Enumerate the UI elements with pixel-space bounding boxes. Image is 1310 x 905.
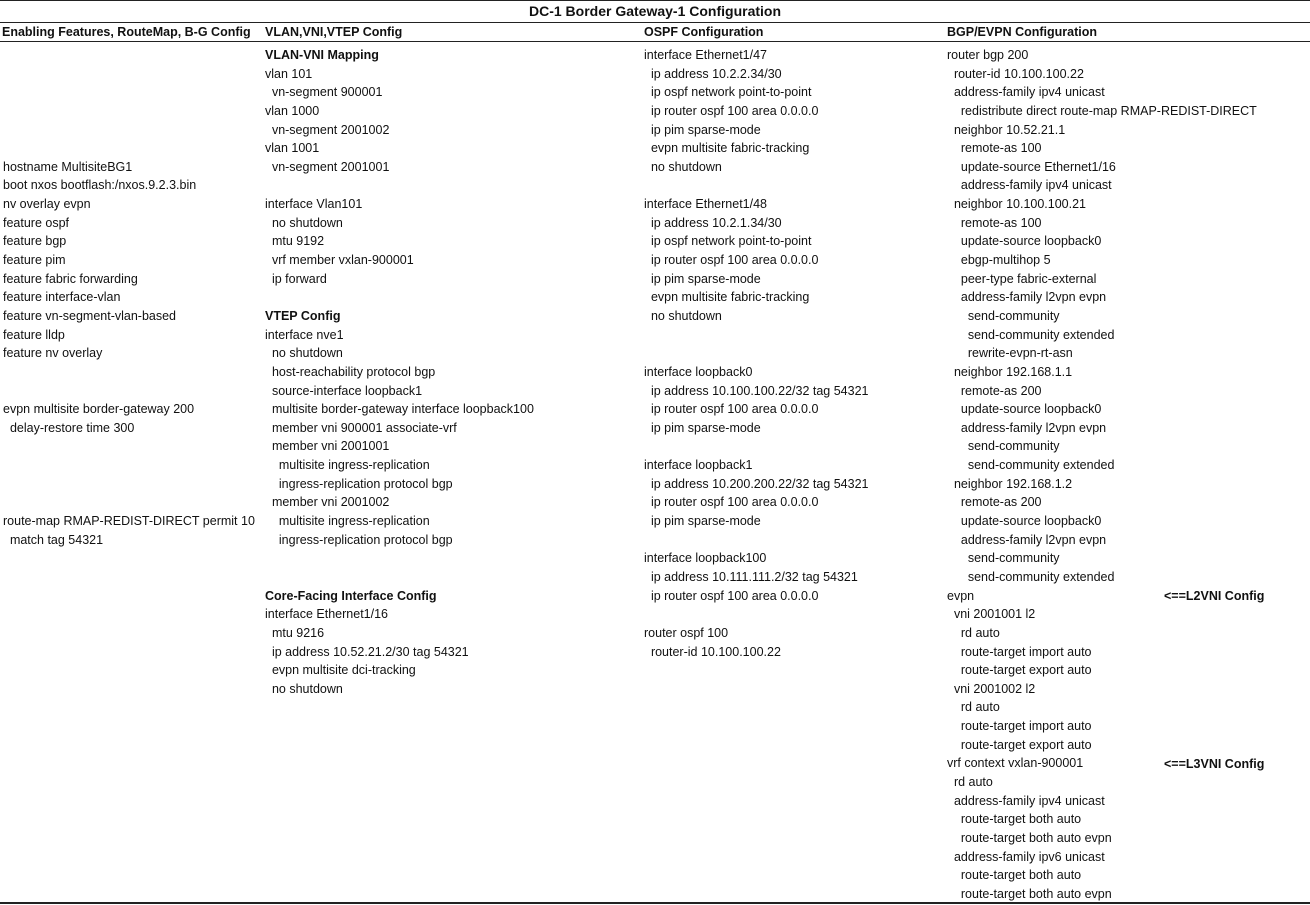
config-line: interface nve1 bbox=[265, 327, 344, 342]
config-line: route-target both auto evpn bbox=[947, 886, 1112, 901]
config-line: rd auto bbox=[947, 700, 1000, 715]
config-line: delay-restore time 300 bbox=[3, 420, 135, 435]
sheet-title: DC-1 Border Gateway-1 Configuration bbox=[0, 0, 1310, 23]
column-header-ospf: OSPF Configuration bbox=[644, 25, 764, 39]
config-line: feature bgp bbox=[3, 234, 67, 249]
config-line: mtu 9216 bbox=[265, 625, 325, 640]
section-heading: VLAN-VNI Mapping bbox=[265, 48, 379, 62]
config-line: boot nxos bootflash:/nxos.9.2.3.bin bbox=[3, 178, 197, 193]
config-line: rd auto bbox=[947, 625, 1000, 640]
config-line: remote-as 100 bbox=[947, 141, 1042, 156]
config-line: neighbor 192.168.1.2 bbox=[947, 476, 1073, 491]
config-line: send-community extended bbox=[947, 327, 1115, 342]
config-line bbox=[3, 46, 258, 65]
config-line: no shutdown bbox=[265, 681, 343, 696]
config-line: evpn multisite border-gateway 200 bbox=[3, 402, 195, 417]
config-line bbox=[644, 176, 939, 195]
config-line: evpn multisite fabric-tracking bbox=[644, 290, 810, 305]
config-line: rd auto bbox=[947, 774, 993, 789]
config-line: send-community extended bbox=[947, 458, 1115, 473]
config-line: route-target both auto evpn bbox=[947, 830, 1112, 845]
config-line: ip router ospf 100 area 0.0.0.0 bbox=[644, 253, 819, 268]
config-line: ip router ospf 100 area 0.0.0.0 bbox=[644, 588, 819, 603]
config-line: ip router ospf 100 area 0.0.0.0 bbox=[644, 402, 819, 417]
config-line: redistribute direct route-map RMAP-REDIST-DIRECT bbox=[947, 103, 1257, 118]
config-line: vn-segment 2001001 bbox=[265, 159, 390, 174]
config-line: ip ospf network point-to-point bbox=[644, 85, 812, 100]
config-line: multisite ingress-replication bbox=[265, 458, 430, 473]
config-line: evpn multisite fabric-tracking bbox=[644, 141, 810, 156]
config-line: router-id 10.100.100.22 bbox=[644, 644, 781, 659]
column-header-vlan-vni-vtep: VLAN,VNI,VTEP Config bbox=[265, 25, 403, 39]
section-heading: VTEP Config bbox=[265, 308, 341, 323]
column-header-features: Enabling Features, RouteMap, B-G Config bbox=[2, 25, 251, 39]
config-line: no shutdown bbox=[265, 215, 343, 230]
config-line: interface Ethernet1/47 bbox=[644, 48, 767, 62]
config-line: member vni 900001 associate-vrf bbox=[265, 420, 457, 435]
config-line: send-community extended bbox=[947, 569, 1115, 584]
config-line: ebgp-multihop 5 bbox=[947, 253, 1051, 268]
config-line bbox=[265, 568, 635, 587]
config-line: address-family ipv6 unicast bbox=[947, 849, 1105, 864]
config-line: interface loopback1 bbox=[644, 458, 753, 473]
config-line: vlan 1001 bbox=[265, 141, 320, 156]
section-heading: Core-Facing Interface Config bbox=[265, 588, 437, 603]
config-line: rewrite-evpn-rt-asn bbox=[947, 346, 1073, 361]
config-line: peer-type fabric-external bbox=[947, 271, 1097, 286]
config-line: member vni 2001002 bbox=[265, 495, 390, 510]
config-line: address-family l2vpn evpn bbox=[947, 420, 1107, 435]
config-line: route-target import auto bbox=[947, 719, 1092, 734]
config-line: ip pim sparse-mode bbox=[644, 122, 761, 137]
config-line: interface Ethernet1/16 bbox=[265, 607, 388, 622]
config-line: interface loopback100 bbox=[644, 551, 767, 566]
config-line: feature lldp bbox=[3, 327, 65, 342]
config-line: feature interface-vlan bbox=[3, 290, 121, 305]
config-line: router ospf 100 bbox=[644, 625, 729, 640]
config-line: route-map RMAP-REDIST-DIRECT permit 10 bbox=[3, 514, 255, 529]
config-line bbox=[644, 605, 939, 624]
config-line: ingress-replication protocol bgp bbox=[265, 476, 453, 491]
config-line bbox=[3, 83, 258, 102]
config-line: route-target both auto bbox=[947, 868, 1082, 883]
config-line: update-source loopback0 bbox=[947, 402, 1102, 417]
config-line: neighbor 10.52.21.1 bbox=[947, 122, 1066, 137]
config-line: feature fabric forwarding bbox=[3, 271, 138, 286]
config-line: send-community bbox=[947, 439, 1060, 454]
config-line bbox=[3, 475, 258, 494]
config-line bbox=[3, 139, 258, 158]
config-line: address-family ipv4 unicast bbox=[947, 793, 1105, 808]
config-line: no shutdown bbox=[644, 308, 722, 323]
config-line: ip pim sparse-mode bbox=[644, 420, 761, 435]
config-line bbox=[3, 382, 258, 401]
config-line: multisite border-gateway interface loopback100 bbox=[265, 402, 534, 417]
config-line: ip address 10.2.1.34/30 bbox=[644, 215, 782, 230]
config-line: mtu 9192 bbox=[265, 234, 325, 249]
config-line: multisite ingress-replication bbox=[265, 514, 430, 529]
config-line: remote-as 100 bbox=[947, 215, 1042, 230]
config-line: address-family l2vpn evpn bbox=[947, 290, 1107, 305]
config-line: source-interface loopback1 bbox=[265, 383, 423, 398]
l2vni-config-note: <==L2VNI Config bbox=[1164, 589, 1265, 603]
config-line: address-family ipv4 unicast bbox=[947, 178, 1112, 193]
config-line: ip pim sparse-mode bbox=[644, 514, 761, 529]
config-line: route-target export auto bbox=[947, 663, 1092, 678]
config-line: vni 2001002 l2 bbox=[947, 681, 1036, 696]
config-line: interface Ethernet1/48 bbox=[644, 197, 767, 212]
ospf-column bbox=[644, 46, 939, 661]
config-line bbox=[644, 344, 939, 363]
config-line: vn-segment 2001002 bbox=[265, 122, 390, 137]
config-line bbox=[3, 363, 258, 382]
config-line: address-family l2vpn evpn bbox=[947, 532, 1107, 547]
config-line: nv overlay evpn bbox=[3, 197, 91, 212]
config-line: router bgp 200 bbox=[947, 48, 1029, 62]
config-line: send-community bbox=[947, 308, 1060, 323]
config-line: ingress-replication protocol bgp bbox=[265, 532, 453, 547]
config-line: feature ospf bbox=[3, 215, 70, 230]
config-line: feature pim bbox=[3, 253, 66, 268]
config-line: member vni 2001001 bbox=[265, 439, 390, 454]
config-line bbox=[265, 176, 635, 195]
config-line bbox=[644, 326, 939, 345]
config-line bbox=[3, 493, 258, 512]
config-line: address-family ipv4 unicast bbox=[947, 85, 1105, 100]
config-line: vrf member vxlan-900001 bbox=[265, 253, 414, 268]
config-line bbox=[3, 121, 258, 140]
config-line: interface Vlan101 bbox=[265, 197, 363, 212]
config-line: ip ospf network point-to-point bbox=[644, 234, 812, 249]
config-line: route-target both auto bbox=[947, 812, 1082, 827]
config-line bbox=[3, 456, 258, 475]
config-line: feature vn-segment-vlan-based bbox=[3, 308, 177, 323]
config-line: ip address 10.111.111.2/32 tag 54321 bbox=[644, 569, 858, 584]
features-column bbox=[3, 46, 258, 549]
config-line: ip address 10.200.200.22/32 tag 54321 bbox=[644, 476, 869, 491]
config-line: remote-as 200 bbox=[947, 495, 1042, 510]
config-line: ip forward bbox=[265, 271, 327, 286]
config-line: send-community bbox=[947, 551, 1060, 566]
config-line: evpn bbox=[947, 588, 975, 603]
column-header-row bbox=[0, 23, 1310, 42]
config-line: vlan 101 bbox=[265, 66, 313, 81]
config-line: evpn multisite dci-tracking bbox=[265, 663, 416, 678]
bgp-evpn-column bbox=[947, 46, 1307, 903]
config-line: update-source loopback0 bbox=[947, 514, 1102, 529]
config-line: ip address 10.2.2.34/30 bbox=[644, 66, 782, 81]
config-line: ip address 10.52.21.2/30 tag 54321 bbox=[265, 644, 469, 659]
config-line: ip router ospf 100 area 0.0.0.0 bbox=[644, 103, 819, 118]
config-line: vni 2001001 l2 bbox=[947, 607, 1036, 622]
config-line: interface loopback0 bbox=[644, 364, 753, 379]
l3vni-config-note: <==L3VNI Config bbox=[1164, 757, 1265, 771]
config-line bbox=[644, 531, 939, 550]
config-line: host-reachability protocol bgp bbox=[265, 364, 436, 379]
config-line: no shutdown bbox=[644, 159, 722, 174]
config-line bbox=[3, 437, 258, 456]
bottom-border bbox=[0, 902, 1310, 904]
config-line: router-id 10.100.100.22 bbox=[947, 66, 1084, 81]
config-line bbox=[265, 549, 635, 568]
column-header-bgp-evpn: BGP/EVPN Configuration bbox=[947, 25, 1097, 39]
config-line: vn-segment 900001 bbox=[265, 85, 383, 100]
config-line bbox=[3, 65, 258, 84]
config-line: remote-as 200 bbox=[947, 383, 1042, 398]
config-line: neighbor 192.168.1.1 bbox=[947, 364, 1073, 379]
config-line: ip pim sparse-mode bbox=[644, 271, 761, 286]
config-line: match tag 54321 bbox=[3, 532, 104, 547]
vlan-vni-vtep-column bbox=[265, 46, 635, 698]
config-line: route-target export auto bbox=[947, 737, 1092, 752]
config-line: feature nv overlay bbox=[3, 346, 103, 361]
config-line bbox=[644, 437, 939, 456]
config-line: vlan 1000 bbox=[265, 103, 320, 118]
config-line: ip address 10.100.100.22/32 tag 54321 bbox=[644, 383, 869, 398]
config-line: route-target import auto bbox=[947, 644, 1092, 659]
config-line bbox=[3, 102, 258, 121]
config-line: neighbor 10.100.100.21 bbox=[947, 197, 1087, 212]
config-line: update-source Ethernet1/16 bbox=[947, 159, 1116, 174]
config-line bbox=[265, 288, 635, 307]
config-line: hostname MultisiteBG1 bbox=[3, 159, 133, 174]
config-line: ip router ospf 100 area 0.0.0.0 bbox=[644, 495, 819, 510]
config-line: vrf context vxlan-900001 bbox=[947, 756, 1084, 771]
config-line: update-source loopback0 bbox=[947, 234, 1102, 249]
config-line: no shutdown bbox=[265, 346, 343, 361]
